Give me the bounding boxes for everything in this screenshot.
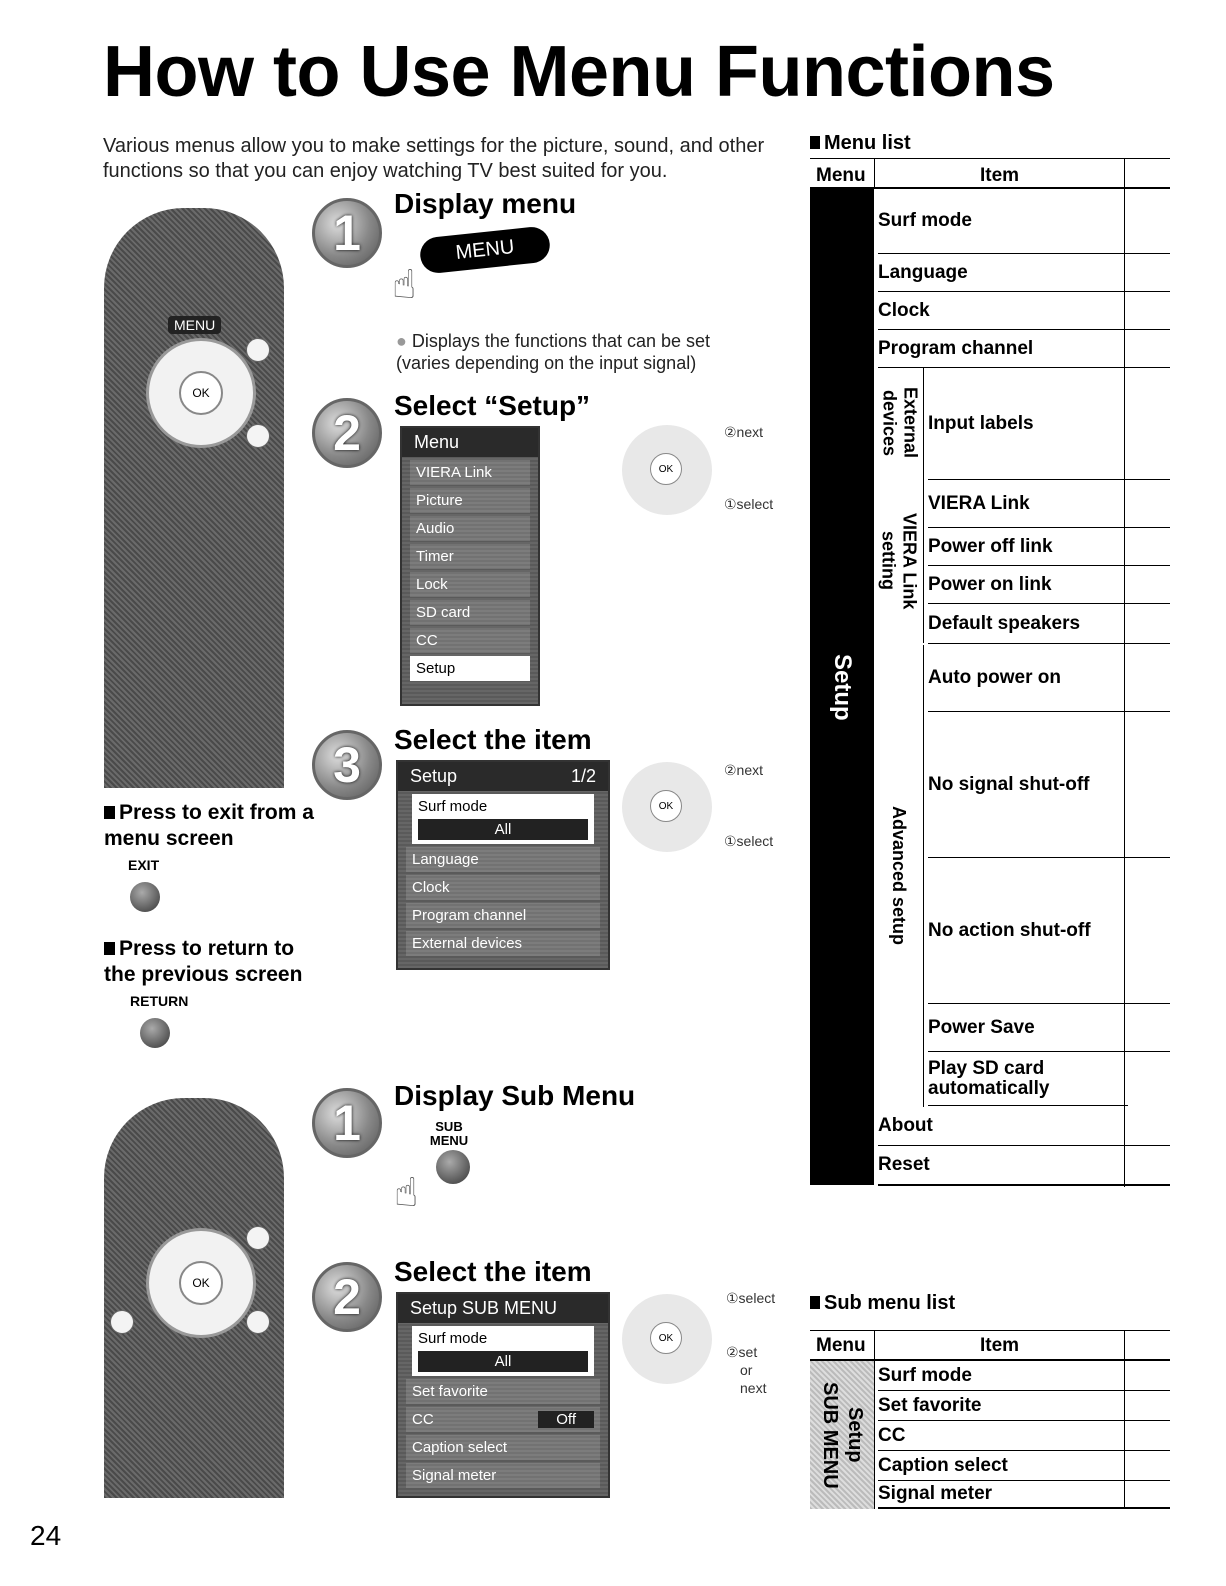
sub-menu-list-heading: Sub menu list (810, 1292, 955, 1315)
hand-icon: ☝ (392, 263, 417, 307)
setup-item-program-channel[interactable]: Program channel (406, 903, 600, 928)
page-title: How to Use Menu Functions (103, 32, 1055, 112)
sub-row-surf-mode: Surf mode (878, 1361, 1170, 1391)
row-program-channel: Program channel (878, 330, 1170, 368)
step-3-heading: Select the item (394, 724, 592, 755)
row-play-sd-card: Play SD card automatically (928, 1052, 1128, 1106)
nav-ok-2: OK (650, 790, 682, 822)
row-no-action-shut-off: No action shut-off (928, 858, 1170, 1004)
row-about: About (878, 1106, 1170, 1146)
sub-surf-mode-box[interactable] (412, 1326, 594, 1376)
dpad[interactable] (146, 338, 256, 448)
menu-item-setup[interactable]: Setup (410, 656, 530, 681)
exit-button[interactable] (246, 338, 270, 362)
group-viera-link: VIERA Link setting (874, 479, 924, 643)
sub-row-caption-select: Caption select (878, 1451, 1170, 1481)
sub-menu-key[interactable] (436, 1150, 470, 1184)
row-power-save: Power Save (928, 1004, 1170, 1052)
remote-control-top (104, 208, 284, 788)
sub-menu-key-label: SUB MENU (429, 1119, 469, 1148)
hand-icon-2: ☝ (394, 1171, 419, 1215)
menu-button-label: MENU (454, 235, 516, 264)
menu-item-sd-card[interactable]: SD card (410, 600, 530, 625)
sub-menu-list-table (810, 1330, 1170, 1508)
step-1-badge: 1 (312, 198, 382, 268)
nav-pad-1 (622, 425, 712, 515)
menu-col-header: Menu (816, 165, 866, 186)
ok-button[interactable]: OK (179, 371, 223, 415)
sub-item-set-favorite[interactable]: Set favorite (406, 1379, 600, 1404)
return-button-bottom[interactable] (246, 1310, 270, 1334)
surf-mode-label: Surf mode (418, 798, 488, 815)
sub-screen-title: Setup SUB MENU (398, 1294, 608, 1323)
sub-item-caption-select[interactable]: Caption select (406, 1435, 600, 1460)
nav-set-label: ②set (726, 1344, 758, 1360)
ok-button-bottom[interactable]: OK (179, 1261, 223, 1305)
menu-item-timer[interactable]: Timer (410, 544, 530, 569)
nav-next-label-3: next (740, 1380, 767, 1396)
group-external-devices: External devices (874, 367, 924, 479)
sub-surf-mode-value: All (418, 1351, 588, 1372)
surf-mode-box[interactable] (412, 794, 594, 844)
nav-ok: OK (650, 453, 682, 485)
sub-menu-screen (396, 1292, 610, 1498)
exit-button-bottom[interactable] (246, 1226, 270, 1250)
row-default-speakers: Default speakers (928, 604, 1170, 644)
sub-row-signal-meter: Signal meter (878, 1481, 1170, 1509)
row-power-off-link: Power off link (928, 528, 1170, 566)
nav-select-label-2: ①select (724, 833, 774, 849)
sub-row-cc: CC (878, 1421, 1170, 1451)
sub-step-2-badge: 2 (312, 1262, 382, 1332)
step-1-heading: Display menu (394, 188, 577, 219)
step-3-badge: 3 (312, 730, 382, 800)
sub-row-set-favorite: Set favorite (878, 1391, 1170, 1421)
exit-note: Press to exit from a menu screen EXIT (104, 800, 324, 912)
row-no-signal-shut-off: No signal shut-off (928, 712, 1170, 858)
step-1-note: ● Displays the functions that can be set (varies depending on the input signal) (396, 331, 711, 373)
sub-surf-mode-label: Surf mode (418, 1330, 488, 1347)
menu-key-label: MENU (168, 316, 221, 334)
setup-screen-title: Setup 1/2 (398, 762, 608, 791)
return-button[interactable] (246, 424, 270, 448)
nav-next-label-2: ②next (724, 762, 764, 778)
step-2-badge: 2 (312, 398, 382, 468)
surf-mode-value: All (418, 819, 588, 840)
exit-round-button[interactable] (130, 882, 160, 912)
row-viera-link: VIERA Link (928, 480, 1170, 528)
nav-select-label: ①select (724, 496, 774, 512)
sub-menu-button[interactable] (110, 1310, 134, 1334)
nav-ok-3: OK (650, 1322, 682, 1354)
row-auto-power-on: Auto power on (928, 644, 1170, 712)
sub-step-1-heading: Display Sub Menu (394, 1080, 636, 1111)
exit-label: EXIT (128, 857, 160, 873)
remote-control-bottom (104, 1098, 284, 1498)
row-clock: Clock (878, 292, 1170, 330)
nav-pad-3 (622, 1294, 712, 1384)
row-input-labels: Input labels (928, 368, 1170, 480)
cc-value: Off (538, 1411, 594, 1428)
page-number: 24 (30, 1520, 62, 1551)
group-advanced-setup: Advanced setup (874, 645, 924, 1107)
setup-item-clock[interactable]: Clock (406, 875, 600, 900)
intro-text: Various menus allow you to make settings for the picture, sound, and other functions so that you can enjoy watching TV best suited for you. (103, 135, 765, 182)
menu-item-viera-link[interactable]: VIERA Link (410, 460, 530, 485)
setup-menu-column (810, 189, 874, 1185)
setup-screen (396, 760, 610, 970)
return-note: Press to return to the previous screen RETURN (104, 936, 304, 1048)
nav-or-label: or (740, 1362, 753, 1378)
step-2-heading: Select “Setup” (394, 390, 591, 421)
setup-item-language[interactable]: Language (406, 847, 600, 872)
return-label: RETURN (130, 993, 189, 1009)
nav-next-label: ②next (724, 424, 764, 440)
setup-item-external-devices[interactable]: External devices (406, 931, 600, 956)
menu-item-cc[interactable]: CC (410, 628, 530, 653)
sub-item-signal-meter[interactable]: Signal meter (406, 1463, 600, 1488)
sub-item-cc[interactable]: CC Off (406, 1407, 600, 1432)
menu-button-graphic (418, 225, 551, 274)
menu-screen (400, 426, 540, 706)
row-reset: Reset (878, 1146, 1170, 1186)
setup-menu-label: Setup (829, 653, 856, 721)
menu-item-audio[interactable]: Audio (410, 516, 530, 541)
sub-menu-column: SUB MENU Setup (810, 1361, 874, 1509)
menu-item-picture[interactable]: Picture (410, 488, 530, 513)
sub-step-2-heading: Select the item (394, 1256, 592, 1287)
row-language: Language (878, 254, 1170, 292)
sub-step-1-badge: 1 (312, 1088, 382, 1158)
sub-item-col-header: Item (980, 1335, 1020, 1356)
item-col-header: Item (980, 165, 1020, 186)
dpad-bottom[interactable] (146, 1228, 256, 1338)
sub-menu-col-header: Menu (816, 1335, 866, 1356)
row-surf-mode: Surf mode (878, 188, 1170, 254)
nav-select-label-3: ①select (726, 1290, 776, 1306)
menu-item-lock[interactable]: Lock (410, 572, 530, 597)
menu-list-heading: Menu list (810, 132, 911, 155)
menu-screen-title: Menu (402, 428, 538, 457)
return-round-button[interactable] (140, 1018, 170, 1048)
row-power-on-link: Power on link (928, 566, 1170, 604)
nav-pad-2 (622, 762, 712, 852)
